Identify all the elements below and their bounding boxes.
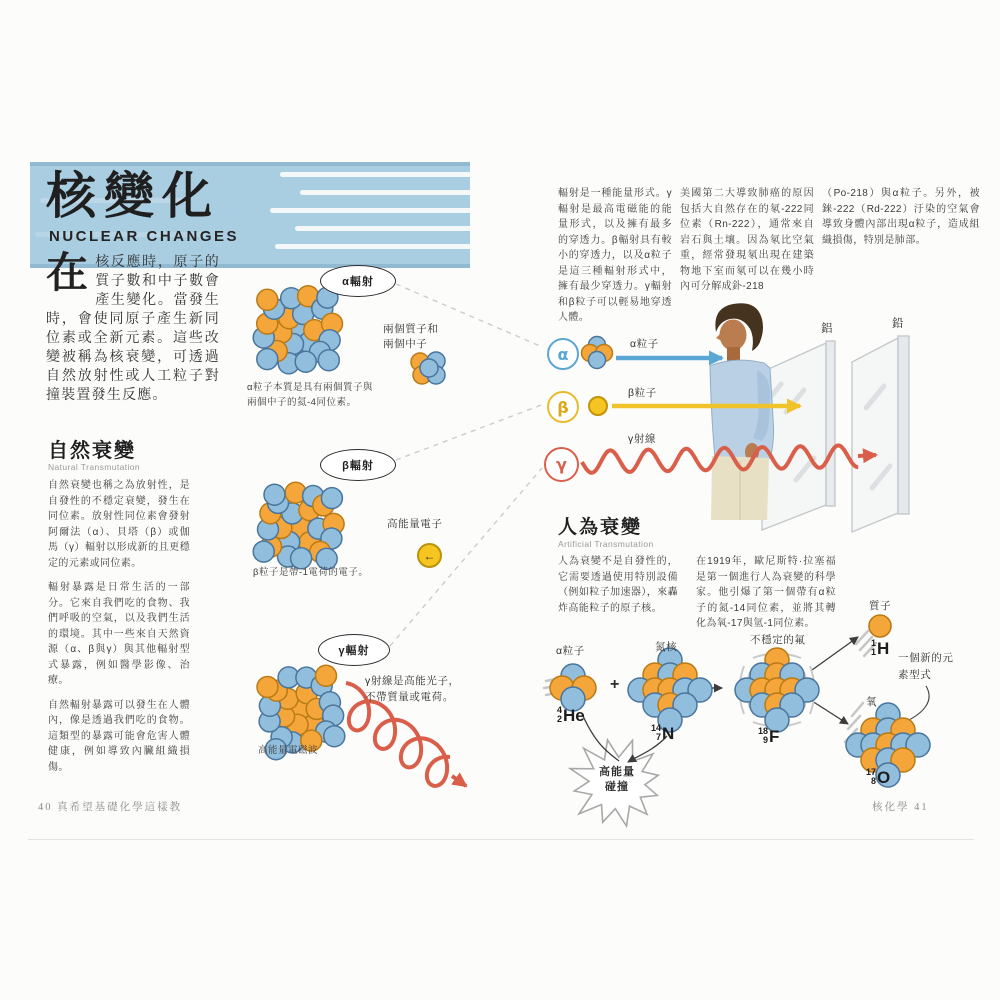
proton-particle [869,615,891,637]
person-illustration [710,303,774,520]
beta-radiation-bubble: β輻射 [320,449,396,481]
new-element-pointer [907,686,929,721]
alpha-caption: α粒子本質是具有兩個質子與兩個中子的氦-4同位素。 [247,382,373,408]
alpha-source-nucleus [253,286,342,374]
lead-panel [852,336,909,532]
alpha-symbol-circle: α [547,338,579,370]
beta-particle-label: β粒子 [628,387,657,399]
isotope-hydrogen [871,639,889,657]
isotope-helium [557,706,585,724]
collision-label: 高能量碰撞 [599,766,635,793]
intro-text: 核反應時，原子的質子數和中子數會產生變化。當發生時，會使同原子產生新同位素或全新元素。這些改變被稱為核衰變，可透過自然放射性或人工粒子對撞裝置發生反應。 [46,253,220,402]
footer-left: 40 真希望基礎化學這樣教 [38,802,183,813]
he-symbol: He [563,706,585,725]
page-title: 核變化 [46,168,220,224]
nitrogen-nucleus [628,648,712,732]
alpha-product-label: 兩個質子和兩個中子 [383,323,439,350]
alpha-particle-label: α粒子 [630,338,659,350]
aluminum-label: 鋁 [821,323,834,335]
artificial-heading: 人為衰變 [558,517,643,538]
o-mass: 17 [866,767,877,777]
natural-heading: 自然衰變 [48,440,136,462]
f-mass: 18 [758,726,769,736]
page-edge-line [28,839,974,840]
person-nose [716,333,722,341]
intro-paragraph [46,249,220,404]
gamma-symbol-circle: γ [544,447,579,482]
radiation-info-column-3: （Po-218）與α粒子。另外，被錸-222（Rd-222）汙染的空氣會導致身體內部出現α粒子，造成組織損傷，特別是肺部。 [822,188,980,246]
artificial-subheading: Artificial Transmutation [558,539,654,549]
radiation-info-column-1: 輻射是一種能量形式。γ輻射是最高電磁能的能量形式，以及擁有最多的穿透力。β輻射具有較小的穿透力，以及α粒子是這三種輻射形式中，擁有最少穿透力。γ輻射和β粒子可以輕易地穿透人體。 [558,188,672,323]
banner-streak [300,190,485,195]
gamma-note: γ射線是高能光子，不帶質量或電荷。 [365,675,460,703]
beta-arrow-label: 高能量電子 [387,518,443,530]
natural-paragraph-3: 自然輻射暴露可以發生在人體內，像是透過我們吃的食物。這類型的暴露可能會危害人體健康，例如導致內臟組織損傷。 [48,699,190,773]
banner-streak [295,226,485,231]
f-number: 9 [763,735,769,745]
beta-ray-particle [589,397,607,415]
nitrogen-label: 氮核 [655,641,678,653]
he-number: 2 [557,714,563,724]
o-number: 8 [871,776,877,786]
artificial-column-1: 人為衰變不是自發性的，它需要透過使用特別設備（例如粒子加速器），來轟炸高能粒子的原子核。 [558,556,678,614]
to-proton-arrow [812,637,858,670]
he-mass: 4 [557,705,563,715]
fluorine-nucleus [735,648,819,732]
helium-nucleus [550,664,596,711]
natural-paragraph-2: 輻射暴露是日常生活的一部分。它來自我們吃的食物、我們呼吸的空氣，以及我們生活的環境。其中一些來自天然資源（α、β與γ）與其他輻射型式暴露，例如醫學影像、治療。 [48,582,190,686]
n-mass: 14 [651,723,662,733]
fluorine-label: 不穩定的氟 [750,634,806,646]
alpha-ray-particle [582,337,613,369]
isotope-oxygen [866,768,890,786]
banner-streak [275,244,490,249]
to-oxygen-arrow [812,701,848,724]
proton-label: 質子 [869,600,892,612]
natural-subheading: Natural Transmutation [48,462,141,472]
n-number: 7 [656,732,662,742]
beta-source-nucleus [253,482,344,569]
alpha-radiation-bubble: α輻射 [320,265,396,297]
natural-body [48,478,190,784]
h-mass: 1 [871,638,877,648]
intro-dropcap: 在 [46,249,90,296]
n-symbol: N [662,724,675,743]
alpha-particle-cluster [411,352,445,384]
beta-caption: β粒子是帶-1電荷的電子。 [253,567,369,578]
h-symbol: H [877,639,890,658]
electron-icon: ← [417,543,442,568]
o-symbol: O [877,768,891,787]
new-element-note: 一個新的元素型式 [898,652,954,681]
h-number: 1 [871,647,877,657]
oxygen-label: 氧 [866,696,878,708]
gamma-ray-label: γ射線 [628,433,657,445]
banner-streak [270,208,495,213]
f-symbol: F [769,727,780,746]
natural-paragraph-1: 自然衰變也稱之為放射性，是自發性的不穩定衰變，發生在同位素。放射性同位素會發射阿爾法（α）、貝塔（β）或伽馬（γ）輻射以形成新的且更穩定的元素或同位素。 [48,480,190,569]
gamma-radiation-bubble: γ輻射 [318,634,390,666]
isotope-nitrogen [651,724,674,742]
beta-symbol-circle: β [547,391,579,423]
isotope-fluorine [758,727,779,745]
page-subtitle: NUCLEAR CHANGES [49,228,240,245]
artificial-column-2: 在1919年，歐尼斯特·拉塞福是第一個進行人為衰變的科學家。他引爆了第一個帶有α粒子的氮-14同位素，並將其轉化為氧-17與氫-1同位素。 [696,556,836,629]
banner-streak [280,172,485,177]
equation-alpha-label: α粒子 [556,645,585,657]
plus-sign: + [610,676,620,693]
gamma-caption: 高能量電磁波 [258,745,319,756]
radiation-info-column-2: 美國第二大導致肺癌的原因包括大自然存在的氡-222同位素（Rn-222），通常來自岩石與土壤。因為氡比空氣重，經常發現氡出現在建築物地下室而氡可以在幾小時內可分解成釙-218 [680,188,814,292]
footer-right: 核化學 41 [872,802,929,813]
lead-label: 鉛 [892,318,905,330]
